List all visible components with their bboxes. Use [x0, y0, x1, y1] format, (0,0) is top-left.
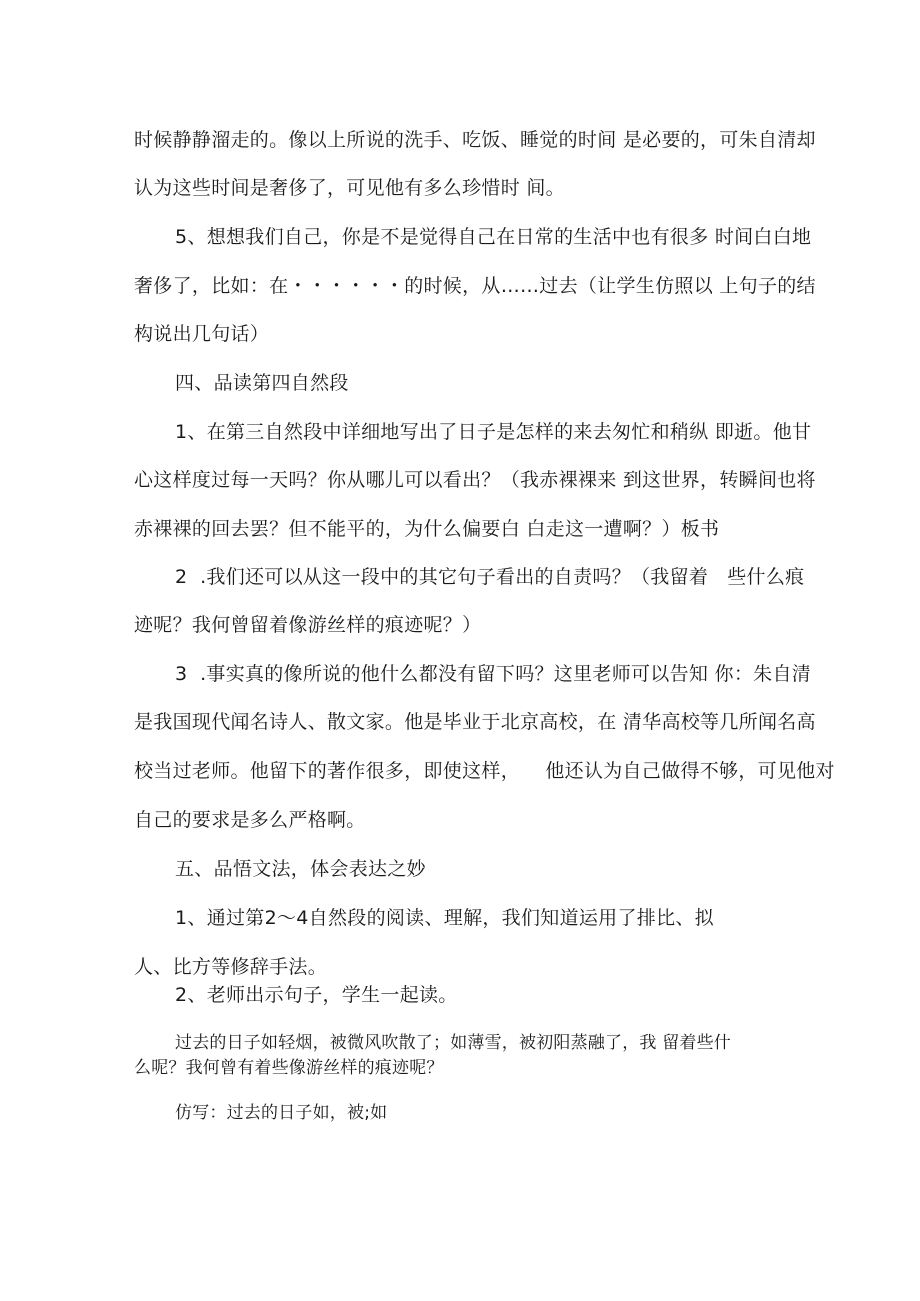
paragraph-line: 时候静静溜走的。像以上所说的洗手、吃饭、睡觉的时间 是必要的，可朱自清却 — [134, 129, 816, 151]
paragraph-line: 自己的要求是多么严格啊。 — [134, 809, 366, 831]
paragraph-line: 2、老师出示句子，学生一起读。 — [175, 984, 458, 1006]
paragraph-line: 赤裸裸的回去罢？但不能平的，为什么偏要白 白走这一遭啊？）板书 — [134, 518, 720, 540]
paragraph-line: 2 .我们还可以从这一段中的其它句子看出的自责吗？（我留着 些什么痕 — [175, 566, 805, 588]
paragraph-line: 1、在第三自然段中详细地写出了日子是怎样的来去匆忙和稍纵 即逝。他甘 — [175, 421, 812, 443]
paragraph-line: 么呢？我何曾有着些像游丝样的痕迹呢？ — [134, 1058, 444, 1078]
paragraph-line: 3 .事实真的像所说的他什么都没有留下吗？这里老师可以告知 你：朱自清 — [175, 663, 812, 685]
paragraph-line: 构说出几句话） — [134, 323, 270, 345]
paragraph-line: 奢侈了，比如：在・・・・・・的时候，从……过去（让学生仿照以 上句子的结 — [134, 275, 816, 297]
paragraph-line: 过去的日子如轻烟，被微风吹散了；如薄雪，被初阳蒸融了，我 留着些什 — [175, 1033, 732, 1053]
paragraph-line: 校当过老师。他留下的著作很多，即使这样， 他还认为自己做得不够，可见他对 — [134, 760, 835, 782]
paragraph-line: 心这样度过每一天吗？你从哪儿可以看出？（我赤裸裸来 到这世界，转瞬间也将 — [134, 469, 816, 491]
paragraph-line: 迹呢？我何曾留着像游丝样的痕迹呢？） — [134, 614, 482, 636]
paragraph-line: 是我国现代闻名诗人、散文家。他是毕业于北京高校，在 清华高校等几所闻名高 — [134, 711, 816, 733]
paragraph-line: 认为这些时间是奢侈了，可见他有多么珍惜时 间。 — [134, 177, 565, 199]
paragraph-line: 人、比方等修辞手法。 — [134, 956, 328, 978]
paragraph-line: 5、想想我们自己，你是不是觉得自己在日常的生活中也有很多 时间白白地 — [175, 226, 812, 248]
section-heading: 四、品读第四自然段 — [175, 372, 349, 394]
paragraph-line: 1、通过第2～4自然段的阅读、理解，我们知道运用了排比、拟 — [175, 907, 714, 929]
paragraph-line: 仿写：过去的日子如，被;如 — [175, 1103, 388, 1123]
section-heading: 五、品悟文法，体会表达之妙 — [175, 858, 426, 880]
